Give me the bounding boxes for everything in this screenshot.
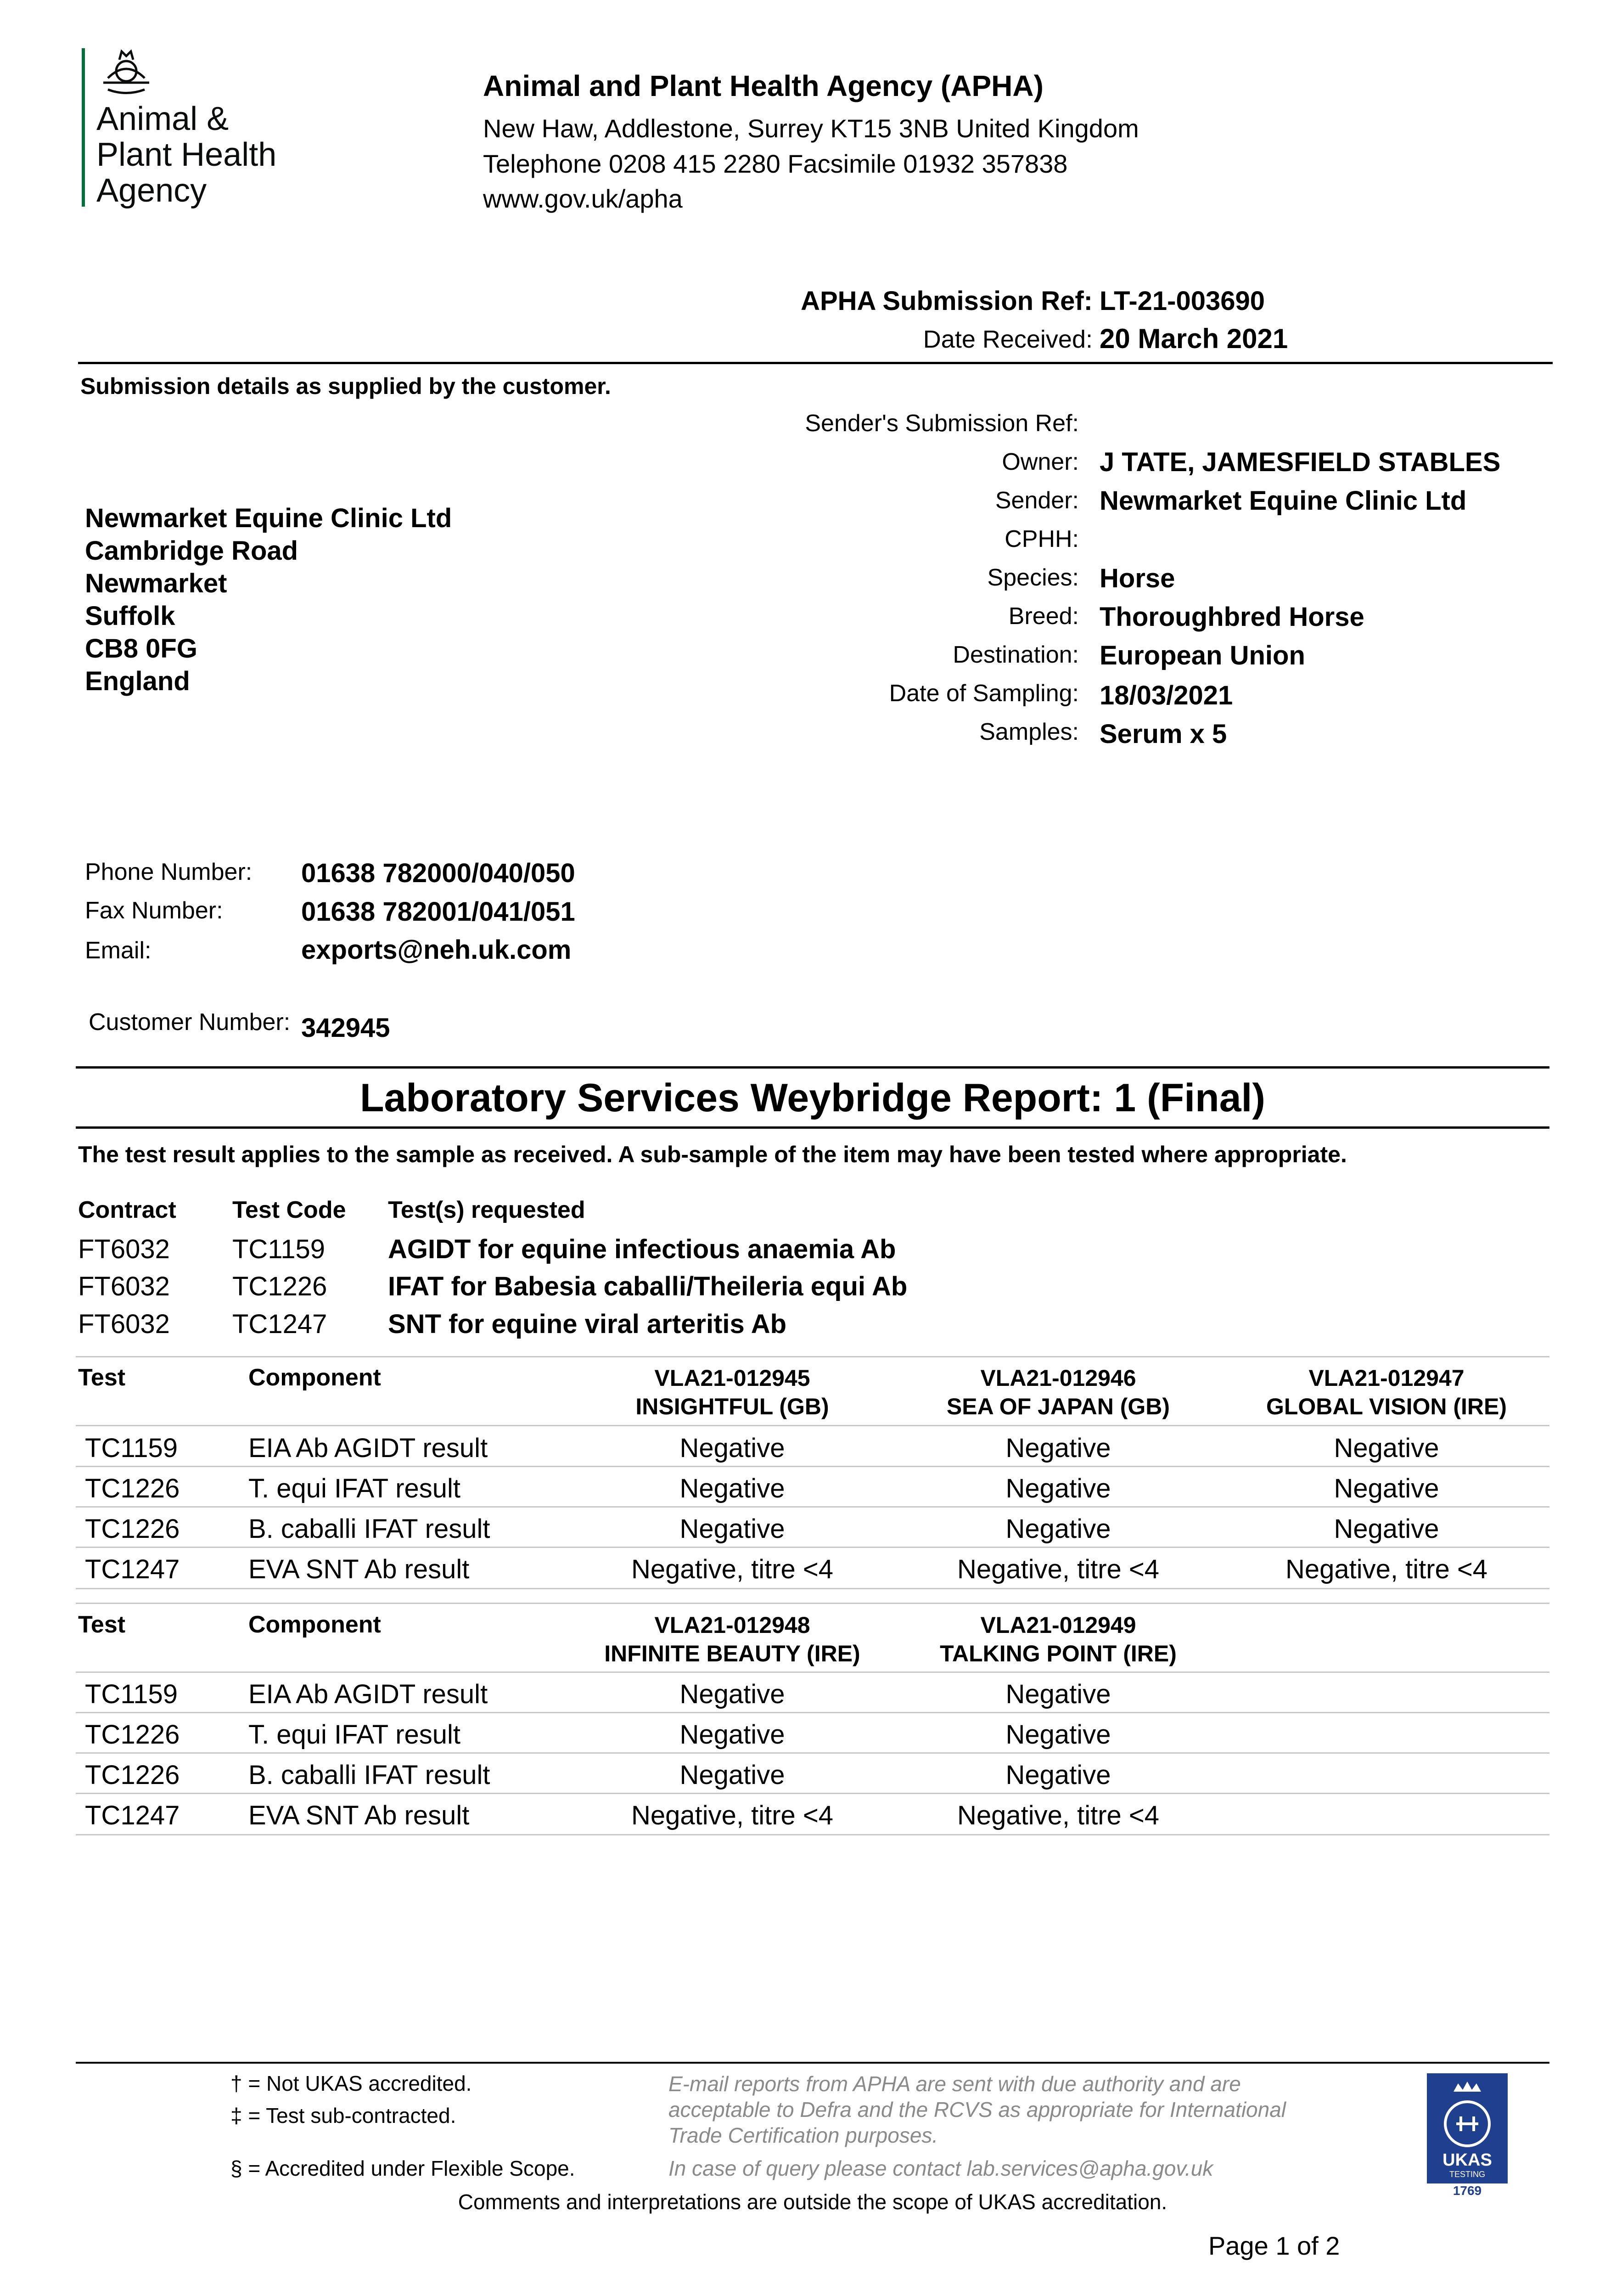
table1-test: TC1226 [85, 1474, 180, 1503]
report-title: Laboratory Services Weybridge Report: 1 (Final) [359, 1076, 1266, 1120]
submission-ref-label: APHA Submission Ref: [801, 286, 1093, 316]
royal-crest-icon [94, 46, 158, 96]
sample-name: TALKING POINT (IRE) [940, 1641, 1177, 1666]
table2-component: T. equi IFAT result [248, 1720, 461, 1750]
sample-name: INSIGHTFUL (GB) [635, 1394, 829, 1419]
table1-header-test: Test [78, 1364, 126, 1391]
table2-result: Negative [679, 1720, 785, 1750]
detail-value-sampling-date: 18/03/2021 [1100, 681, 1233, 710]
table2-test: TC1226 [85, 1720, 180, 1750]
row-rule [76, 1712, 1549, 1713]
report-note: The test result applies to the sample as received. A sub-sample of the item may have been tested where appropriate. [78, 1142, 1347, 1167]
table1-result: Negative [1005, 1514, 1111, 1544]
tests-header-code: Test Code [232, 1197, 346, 1223]
sample-name: INFINITE BEAUTY (IRE) [604, 1641, 860, 1666]
table1-result: Negative [679, 1433, 785, 1463]
row-rule [76, 1588, 1549, 1589]
logo-line: Plant Health [96, 136, 277, 173]
test-contract: FT6032 [78, 1234, 170, 1264]
logo-green-bar [82, 48, 85, 207]
note-line: acceptable to Defra and the RCVS as appropriate for International [668, 2098, 1286, 2122]
table1-result: Negative [1334, 1433, 1439, 1463]
test-code: TC1226 [232, 1272, 327, 1301]
table1-result: Negative [1005, 1433, 1111, 1463]
sample-name: GLOBAL VISION (IRE) [1266, 1394, 1507, 1419]
note-line: E-mail reports from APHA are sent with due authority and are [668, 2072, 1241, 2096]
table2-test: TC1159 [85, 1679, 178, 1709]
detail-label: Sender: [995, 487, 1079, 514]
logo-line: Agency [96, 172, 207, 209]
table2-sample-header [898, 1611, 1219, 1668]
detail-label: Samples: [979, 719, 1079, 745]
table2-component: B. caballi IFAT result [248, 1760, 490, 1790]
test-name: SNT for equine viral arteritis Ab [388, 1309, 787, 1339]
legend-not-ukas: † = Not UKAS accredited. [230, 2071, 472, 2095]
table2-header-test: Test [78, 1611, 126, 1638]
table1-component: EVA SNT Ab result [248, 1554, 470, 1584]
address-line: Newmarket Equine Clinic Ltd [85, 503, 452, 533]
logo-line: Animal & [96, 101, 229, 137]
phone-label: Phone Number: [85, 859, 253, 885]
table1-result: Negative, titre <4 [631, 1554, 834, 1584]
detail-label: Breed: [1008, 603, 1079, 630]
table1-result: Negative [679, 1514, 785, 1544]
legend-flexible-scope: § = Accredited under Flexible Scope. [230, 2156, 575, 2180]
row-rule [76, 1547, 1549, 1548]
sample-id: VLA21-012948 [654, 1612, 810, 1638]
table1-result: Negative [1334, 1474, 1439, 1503]
ukas-badge [1427, 2073, 1508, 2195]
table2-result: Negative [1005, 1760, 1111, 1790]
email-label: Email: [85, 937, 152, 964]
detail-label: Species: [987, 564, 1079, 591]
table2-sample-header [572, 1611, 893, 1668]
ukas-label: UKAS [1442, 2150, 1492, 2170]
row-rule [76, 1671, 1549, 1673]
ukas-sub-label: TESTING [1449, 2170, 1485, 2179]
table2-component: EVA SNT Ab result [248, 1801, 470, 1830]
test-contract: FT6032 [78, 1309, 170, 1339]
sample-id: VLA21-012945 [654, 1365, 810, 1391]
agency-address: New Haw, Addlestone, Surrey KT15 3NB United Kingdom [483, 114, 1139, 143]
table2-result: Negative, titre <4 [957, 1801, 1160, 1830]
table2-component: EIA Ab AGIDT result [248, 1679, 488, 1709]
address-line: Suffolk [85, 601, 175, 631]
test-code: TC1159 [232, 1234, 326, 1264]
detail-value-destination: European Union [1100, 641, 1305, 670]
detail-label: Owner: [1002, 449, 1079, 475]
phone-value: 01638 782000/040/050 [301, 858, 575, 888]
report-divider-bottom [76, 1126, 1549, 1129]
table1-sample-header [572, 1364, 893, 1421]
sample-id: VLA21-012949 [980, 1612, 1136, 1638]
agency-web: www.gov.uk/apha [483, 184, 683, 213]
detail-label: CPHH: [1005, 526, 1079, 552]
query-contact: In case of query please contact lab.services@apha.gov.uk [668, 2156, 1213, 2180]
detail-label: Destination: [953, 642, 1079, 668]
header-divider [78, 362, 1553, 364]
submission-ref-value: LT-21-003690 [1100, 286, 1265, 316]
table1-test: TC1247 [85, 1554, 180, 1584]
table1-component: EIA Ab AGIDT result [248, 1433, 488, 1463]
table1-result: Negative, titre <4 [957, 1554, 1160, 1584]
table2-header-component: Component [248, 1611, 381, 1638]
row-rule [76, 1793, 1549, 1794]
sample-name: SEA OF JAPAN (GB) [946, 1394, 1170, 1419]
note-line: Trade Certification purposes. [668, 2123, 938, 2147]
table1-header-component: Component [248, 1364, 381, 1391]
fax-label: Fax Number: [85, 897, 223, 924]
table1-top-rule [76, 1356, 1549, 1357]
table2-test: TC1226 [85, 1760, 180, 1790]
sample-id: VLA21-012947 [1308, 1365, 1465, 1391]
table1-result: Negative [679, 1474, 785, 1503]
table1-component: B. caballi IFAT result [248, 1514, 490, 1544]
tests-header-requested: Test(s) requested [388, 1197, 585, 1223]
sample-id: VLA21-012946 [980, 1365, 1136, 1391]
customer-address [85, 502, 452, 698]
row-rule [76, 1752, 1549, 1754]
table1-sample-header [1224, 1364, 1549, 1421]
detail-value-owner: J TATE, JAMESFIELD STABLES [1100, 447, 1501, 477]
table2-test: TC1247 [85, 1801, 180, 1830]
ukas-number: 1769 [1427, 2183, 1508, 2198]
detail-value-samples: Serum x 5 [1100, 719, 1227, 749]
table2-result: Negative, titre <4 [631, 1801, 834, 1830]
detail-value-sender: Newmarket Equine Clinic Ltd [1100, 486, 1467, 516]
row-rule [76, 1506, 1549, 1508]
email-authority-note [668, 2071, 1286, 2148]
table1-component: T. equi IFAT result [248, 1474, 461, 1503]
detail-label: Date of Sampling: [889, 680, 1079, 707]
detail-label: Sender's Submission Ref: [805, 410, 1079, 437]
date-received-value: 20 March 2021 [1100, 323, 1288, 354]
test-name: IFAT for Babesia caballi/Theileria equi Ab [388, 1272, 908, 1301]
address-line: Cambridge Road [85, 536, 298, 566]
address-line: Newmarket [85, 568, 227, 598]
table1-result: Negative, titre <4 [1285, 1554, 1488, 1584]
table2-result: Negative [1005, 1720, 1111, 1750]
report-divider-top [76, 1066, 1549, 1069]
ukas-comments-note: Comments and interpretations are outside the scope of UKAS accreditation. [458, 2190, 1167, 2214]
row-rule [76, 1834, 1549, 1835]
tests-header-contract: Contract [78, 1197, 176, 1223]
row-rule [76, 1466, 1549, 1467]
customer-number-value: 342945 [301, 1013, 390, 1043]
table2-result: Negative [679, 1679, 785, 1709]
customer-number-label: Customer Number: [89, 1009, 291, 1035]
row-rule [76, 1425, 1549, 1426]
details-heading: Submission details as supplied by the customer. [80, 373, 611, 399]
table1-result: Negative [1334, 1514, 1439, 1544]
test-contract: FT6032 [78, 1272, 170, 1301]
agency-logo-text [96, 101, 276, 208]
detail-value-species: Horse [1100, 563, 1175, 593]
address-line: CB8 0FG [85, 634, 197, 664]
detail-value-breed: Thoroughbred Horse [1100, 602, 1364, 632]
email-value: exports@neh.uk.com [301, 935, 572, 965]
legend-subcontracted: ‡ = Test sub-contracted. [230, 2104, 456, 2127]
agency-name: Animal and Plant Health Agency (APHA) [483, 69, 1044, 102]
table2-result: Negative [1005, 1679, 1111, 1709]
fax-value: 01638 782001/041/051 [301, 897, 575, 927]
test-name: AGIDT for equine infectious anaemia Ab [388, 1234, 896, 1264]
table2-top-rule [76, 1603, 1549, 1604]
agency-phone: Telephone 0208 415 2280 Facsimile 01932 357838 [483, 149, 1068, 178]
table1-result: Negative [1005, 1474, 1111, 1503]
address-line: England [85, 666, 190, 696]
test-code: TC1247 [232, 1309, 327, 1339]
date-received-label: Date Received: [923, 326, 1093, 353]
footer-divider [76, 2062, 1549, 2064]
page-number: Page 1 of 2 [1208, 2231, 1340, 2260]
table2-result: Negative [679, 1760, 785, 1790]
table1-test: TC1159 [85, 1433, 178, 1463]
table1-test: TC1226 [85, 1514, 180, 1544]
table1-sample-header [898, 1364, 1219, 1421]
